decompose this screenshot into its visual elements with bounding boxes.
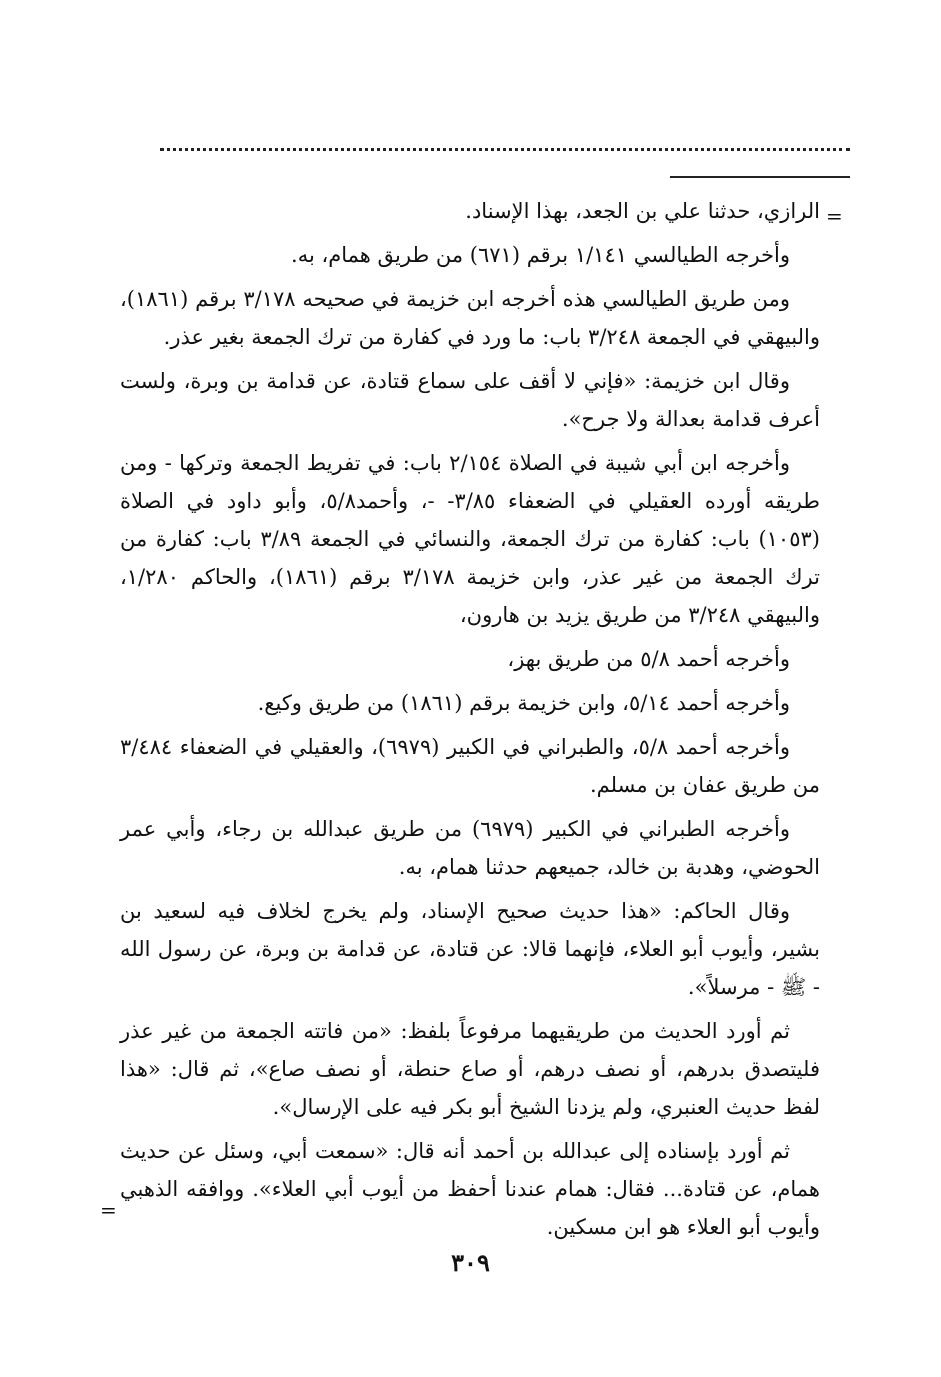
paragraph: ثم أورد الحديث من طريقيهما مرفوعاً بلفظ: «من فاتته الجمعة من غير عذر فليتصدق بدرهم، أو نصف درهم، أو صاع حنطة، أو نصف صاع»، ثم قال: «هذا لفظ حديث العنبري، ولم يزدنا الشيخ أبو بكر فيه على الإرسال». — [120, 1019, 820, 1119]
paragraph: وأخرجه الطيالسي ١/١٤١ برقم (٦٧١) من طريق همام، به. — [291, 243, 790, 267]
footnote-rule — [670, 176, 850, 178]
paragraph: وأخرجه أحمد ٥/١٤، وابن خزيمة برقم (١٨٦١) من طريق وكيع. — [257, 691, 790, 715]
paragraph: ومن طريق الطيالسي هذه أخرجه ابن خزيمة في صحيحه ٣/١٧٨ برقم (١٨٦١)، والبيهقي في الجمعة ٣/٢٤٨ باب: ما ورد في كفارة من ترك الجمعة بغير عذر. — [120, 287, 820, 349]
paragraph: وقال الحاكم: «هذا حديث صحيح الإسناد، ولم يخرج لخلاف فيه لسعيد بن بشير، وأيوب أبو العلاء، فإنهما قالا: عن قتادة، عن قدامة بن وبرة، عن رسول الله - ﷺ - مرسلاً». — [120, 899, 820, 999]
continuation-mark: = — [826, 204, 843, 228]
paragraph: وأخرجه ابن أبي شيبة في الصلاة ٢/١٥٤ باب: في تفريط الجمعة وتركها - ومن طريقه أورده العقيلي في الضعفاء ٣/٨٥- -، وأحمد٥/٨، وأبو داود في الصلاة (١٠٥٣) باب: كفارة من ترك الجمعة، والنسائي في الجمعة ٣/٨٩ باب: كفارة من ترك الجمعة من غير عذر، وابن خزيمة ٣/١٧٨ برقم (١٨٦١)، والحاكم ١/٢٨٠، والبيهقي ٣/٢٤٨ من طريق يزيد بن هارون، — [120, 451, 820, 627]
paragraph: وأخرجه أحمد ٥/٨، والطبراني في الكبير (٦٩٧٩)، والعقيلي في الضعفاء ٣/٤٨٤ من طريق عفان بن مسلم. — [120, 735, 820, 797]
footnote-text — [120, 192, 820, 1252]
continuation-mark-end: = — [100, 1198, 117, 1222]
page-number: ٣٠٩ — [451, 1248, 490, 1277]
paragraph: وأخرجه الطبراني في الكبير (٦٩٧٩) من طريق عبدالله بن رجاء، وأبي عمر الحوضي، وهدبة بن خالد، جميعهم حدثنا همام، به. — [120, 817, 820, 879]
dotted-separator — [160, 148, 850, 159]
paragraph: ثم أورد بإسناده إلى عبدالله بن أحمد أنه قال: «سمعت أبي، وسئل عن حديث همام، عن قتادة... فقال: همام عندنا أحفظ من أيوب أبي العلاء». ووافقه الذهبي وأيوب أبو العلاء هو ابن مسكين. — [120, 1139, 820, 1239]
paragraph: وأخرجه أحمد ٥/٨ من طريق بهز، — [507, 647, 790, 671]
paragraph: الرازي، حدثنا علي بن الجعد، بهذا الإسناد. — [465, 199, 820, 223]
paragraph: وقال ابن خزيمة: «فإني لا أقف على سماع قتادة، عن قدامة بن وبرة، ولست أعرف قدامة بعدالة ولا جرح». — [120, 369, 820, 431]
